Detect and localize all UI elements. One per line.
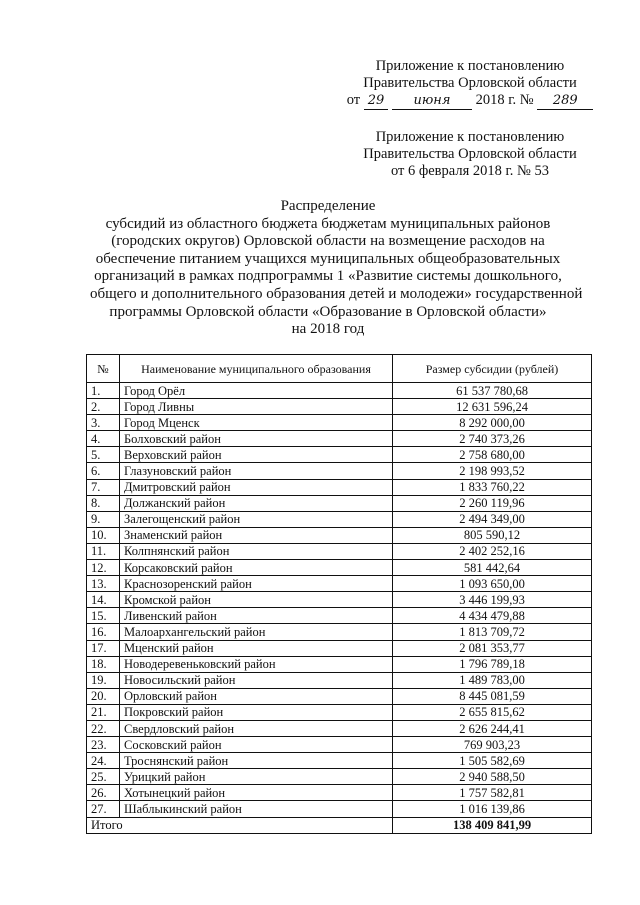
subsidy-amount: 581 442,64 [393, 560, 592, 576]
subsidy-amount: 1 757 582,81 [393, 785, 592, 801]
subsidy-amount: 2 740 373,26 [393, 431, 592, 447]
document-title [90, 198, 583, 339]
row-number: 19. [87, 672, 120, 688]
row-number: 16. [87, 624, 120, 640]
subsidy-amount: 2 198 993,52 [393, 463, 592, 479]
total-label: Итого [87, 817, 393, 833]
district-name: Город Мценск [120, 415, 393, 431]
district-name: Должанский район [120, 495, 393, 511]
row-number: 12. [87, 560, 120, 576]
row-number: 14. [87, 592, 120, 608]
table-row [87, 415, 592, 431]
subsidy-amount: 1 016 139,86 [393, 801, 592, 817]
header-line-government: Правительства Орловской области [363, 75, 577, 91]
row-number: 8. [87, 495, 120, 511]
row-number: 1. [87, 383, 120, 399]
district-name: Глазуновский район [120, 463, 393, 479]
subsidy-amount: 1 093 650,00 [393, 576, 592, 592]
district-name: Ливенский район [120, 608, 393, 624]
handwritten-day: 29 [364, 92, 389, 110]
table-row [87, 640, 592, 656]
district-name: Орловский район [120, 688, 393, 704]
original-header-line-date: от 6 февраля 2018 г. № 53 [390, 163, 550, 179]
table-row [87, 801, 592, 817]
subsidy-amount: 8 292 000,00 [393, 415, 592, 431]
row-number: 25. [87, 769, 120, 785]
from-label: от [346, 92, 361, 108]
handwritten-number: 289 [537, 92, 593, 110]
approval-header-original [330, 129, 610, 180]
table-row [87, 592, 592, 608]
subsidy-amount: 2 494 349,00 [393, 511, 592, 527]
subsidy-amount: 2 626 244,41 [393, 720, 592, 736]
table-row [87, 511, 592, 527]
subsidy-amount: 1 833 760,22 [393, 479, 592, 495]
district-name: Хотынецкий район [120, 785, 393, 801]
table-row [87, 704, 592, 720]
subsidy-amount: 2 940 588,50 [393, 769, 592, 785]
subsidy-amount: 61 537 780,68 [393, 383, 592, 399]
table-row [87, 656, 592, 672]
table-row [87, 383, 592, 399]
total-row [87, 817, 592, 833]
row-number: 23. [87, 737, 120, 753]
district-name: Болховский район [120, 431, 393, 447]
table-body [87, 383, 592, 834]
district-name: Новодеревеньковский район [120, 656, 393, 672]
subsidy-amount: 8 445 081,59 [393, 688, 592, 704]
subsidy-amount: 805 590,12 [393, 527, 592, 543]
row-number: 26. [87, 785, 120, 801]
district-name: Сосковский район [120, 737, 393, 753]
row-number: 15. [87, 608, 120, 624]
title-line: общего и дополнительного образования детей и молодежи» государственной [90, 285, 583, 302]
subsidy-table [86, 354, 592, 834]
district-name: Знаменский район [120, 527, 393, 543]
table-row [87, 608, 592, 624]
table-row [87, 479, 592, 495]
header-date-number-line [330, 92, 610, 110]
subsidy-amount: 2 655 815,62 [393, 704, 592, 720]
district-name: Залегощенский район [120, 511, 393, 527]
row-number: 22. [87, 720, 120, 736]
table-row [87, 399, 592, 415]
row-number: 24. [87, 753, 120, 769]
table-header-row [87, 355, 592, 383]
district-name: Троснянский район [120, 753, 393, 769]
row-number: 18. [87, 656, 120, 672]
row-number: 13. [87, 576, 120, 592]
table-row [87, 431, 592, 447]
subsidy-amount: 2 260 119,96 [393, 495, 592, 511]
table-row [87, 576, 592, 592]
district-name: Малоархангельский район [120, 624, 393, 640]
row-number: 27. [87, 801, 120, 817]
table-row [87, 737, 592, 753]
table-row [87, 527, 592, 543]
subsidy-amount: 1 505 582,69 [393, 753, 592, 769]
row-number: 11. [87, 543, 120, 559]
district-name: Мценский район [120, 640, 393, 656]
district-name: Новосильский район [120, 672, 393, 688]
district-name: Покровский район [120, 704, 393, 720]
district-name: Урицкий район [120, 769, 393, 785]
total-amount: 138 409 841,99 [393, 817, 592, 833]
header-line-appendix: Приложение к постановлению [375, 58, 565, 74]
district-name: Кромской район [120, 592, 393, 608]
handwritten-month: июня [392, 92, 472, 110]
header-sum: Размер субсидии (рублей) [393, 355, 592, 383]
table-row [87, 447, 592, 463]
title-line: Распределение [280, 198, 376, 214]
subsidy-amount: 769 903,23 [393, 737, 592, 753]
row-number: 7. [87, 479, 120, 495]
subsidy-amount: 2 402 252,16 [393, 543, 592, 559]
table-row [87, 785, 592, 801]
subsidy-amount: 1 813 709,72 [393, 624, 592, 640]
district-name: Свердловский район [120, 720, 393, 736]
table-row [87, 495, 592, 511]
table-row [87, 624, 592, 640]
row-number: 10. [87, 527, 120, 543]
title-line: организаций в рамках подпрограммы 1 «Развитие системы дошкольного, [94, 268, 562, 285]
year-number-label: 2018 г. № [475, 92, 534, 108]
row-number: 3. [87, 415, 120, 431]
district-name: Шаблыкинский район [120, 801, 393, 817]
header-name: Наименование муниципального образования [120, 355, 393, 383]
district-name: Корсаковский район [120, 560, 393, 576]
table-row [87, 720, 592, 736]
table-row [87, 672, 592, 688]
title-line: (городских округов) Орловской области на возмещение расходов на [111, 233, 545, 250]
row-number: 5. [87, 447, 120, 463]
table-row [87, 769, 592, 785]
district-name: Верховский район [120, 447, 393, 463]
title-line: обеспечение питанием учащихся муниципальных общеобразовательных [95, 250, 561, 267]
original-header-line-appendix: Приложение к постановлению [375, 129, 565, 145]
district-name: Город Ливны [120, 399, 393, 415]
district-name: Город Орёл [120, 383, 393, 399]
subsidy-amount: 1 489 783,00 [393, 672, 592, 688]
subsidy-amount: 1 796 789,18 [393, 656, 592, 672]
row-number: 9. [87, 511, 120, 527]
row-number: 17. [87, 640, 120, 656]
district-name: Колпнянский район [120, 543, 393, 559]
title-line: субсидий из областного бюджета бюджетам муниципальных районов [105, 215, 551, 232]
table-row [87, 463, 592, 479]
row-number: 2. [87, 399, 120, 415]
table-row [87, 560, 592, 576]
approval-header-current [330, 58, 610, 110]
row-number: 21. [87, 704, 120, 720]
title-line: программы Орловской области «Образование в Орловской области» [109, 303, 547, 320]
header-num: № [87, 355, 120, 383]
subsidy-amount: 4 434 479,88 [393, 608, 592, 624]
row-number: 4. [87, 431, 120, 447]
table-row [87, 753, 592, 769]
table-row [87, 543, 592, 559]
subsidy-amount: 3 446 199,93 [393, 592, 592, 608]
subsidy-amount: 2 758 680,00 [393, 447, 592, 463]
original-header-line-government: Правительства Орловской области [363, 146, 577, 162]
subsidy-amount: 12 631 596,24 [393, 399, 592, 415]
row-number: 20. [87, 688, 120, 704]
row-number: 6. [87, 463, 120, 479]
subsidy-amount: 2 081 353,77 [393, 640, 592, 656]
district-name: Краснозоренский район [120, 576, 393, 592]
table-row [87, 688, 592, 704]
district-name: Дмитровский район [120, 479, 393, 495]
title-line: на 2018 год [291, 321, 365, 338]
